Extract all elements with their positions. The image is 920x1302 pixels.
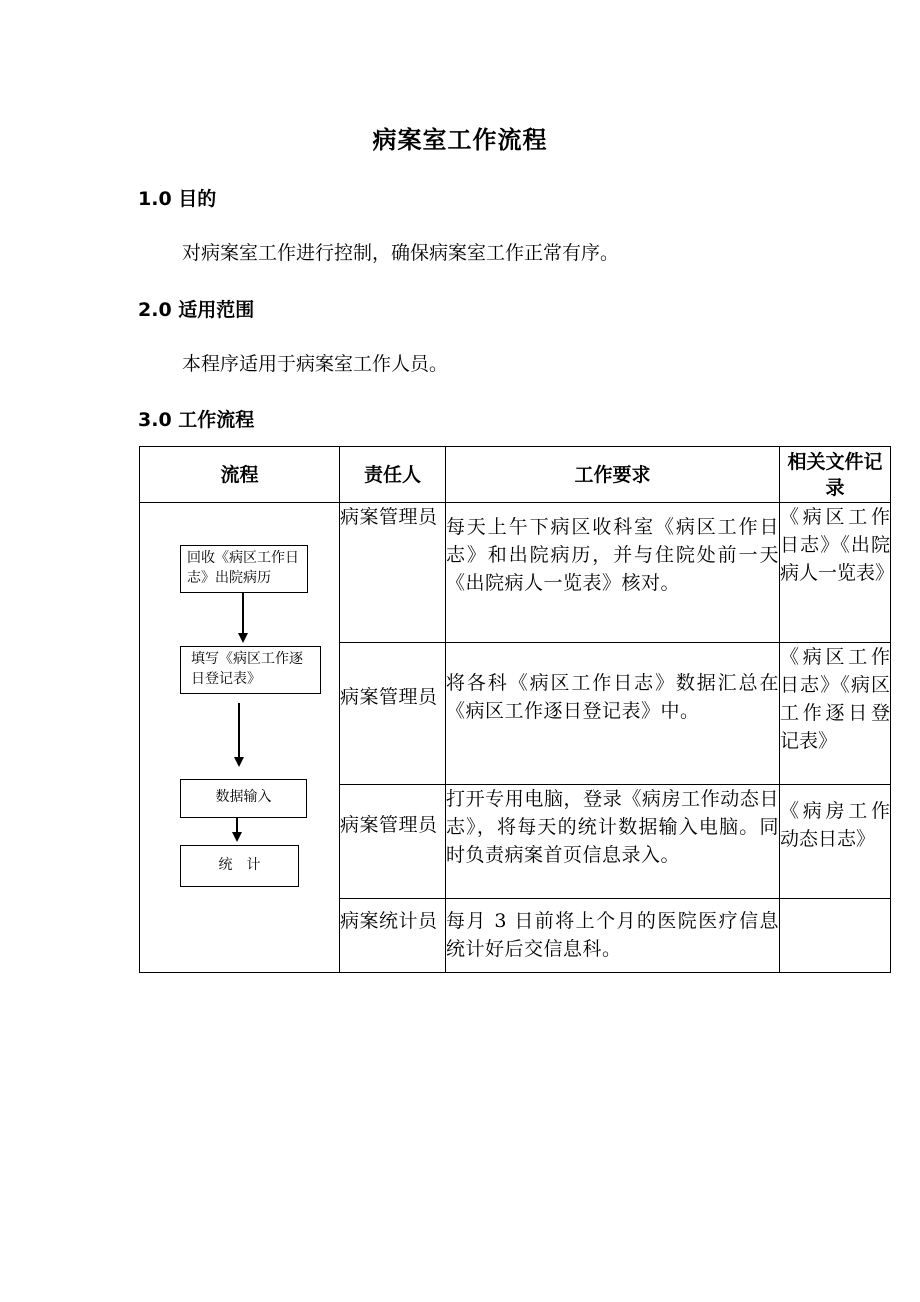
table-row	[140, 503, 891, 643]
responsible-cell: 病案统计员	[340, 899, 446, 973]
flow-step-register: 填写《病区工作逐日登记表》	[180, 646, 321, 694]
flow-arrow-1	[242, 593, 244, 641]
header-records: 相关文件记录	[780, 447, 891, 503]
flowchart-cell	[140, 503, 340, 973]
table-header-row	[140, 447, 891, 503]
flow-arrow-3	[236, 818, 238, 840]
requirement-cell: 打开专用电脑，登录《病房工作动态日志》，将每天的统计数据输入电脑。同时负责病案首页信息录入。	[446, 785, 780, 899]
requirement-cell: 每天上午下病区收科室《病区工作日志》和出院病历，并与住院处前一天《出院病人一览表》核对。	[446, 503, 780, 643]
workflow-table	[139, 446, 895, 973]
requirement-cell: 每月 3 日前将上个月的医院医疗信息统计好后交信息科。	[446, 899, 780, 973]
flow-step-statistics: 统 计	[180, 845, 299, 887]
flow-step-data-entry: 数据输入	[180, 779, 307, 818]
section-heading-workflow: 3.0 工作流程	[138, 409, 255, 431]
flow-step-collect: 回收《病区工作日志》出院病历	[180, 545, 308, 593]
responsible-cell: 病案管理员	[340, 503, 446, 643]
section-body-scope: 本程序适用于病案室工作人员。	[182, 353, 449, 375]
section-heading-scope: 2.0 适用范围	[138, 299, 255, 321]
section-body-purpose: 对病案室工作进行控制，确保病案室工作正常有序。	[182, 242, 620, 264]
flow-arrow-2	[238, 703, 240, 765]
header-flow: 流程	[140, 447, 340, 503]
requirement-cell: 将各科《病区工作日志》数据汇总在《病区工作逐日登记表》中。	[446, 643, 780, 785]
responsible-cell: 病案管理员	[340, 785, 446, 899]
records-cell	[780, 899, 891, 973]
page-title: 病案室工作流程	[372, 126, 548, 154]
header-responsible: 责任人	[340, 447, 446, 503]
records-cell: 《病区工作日志》《病区工作逐日登记表》	[780, 643, 891, 785]
responsible-cell: 病案管理员	[340, 643, 446, 785]
records-cell: 《病房工作动态日志》	[780, 785, 891, 899]
section-heading-purpose: 1.0 目的	[138, 188, 217, 210]
header-requirement: 工作要求	[446, 447, 780, 503]
records-cell: 《病区工作日志》《出院病人一览表》	[780, 503, 891, 643]
